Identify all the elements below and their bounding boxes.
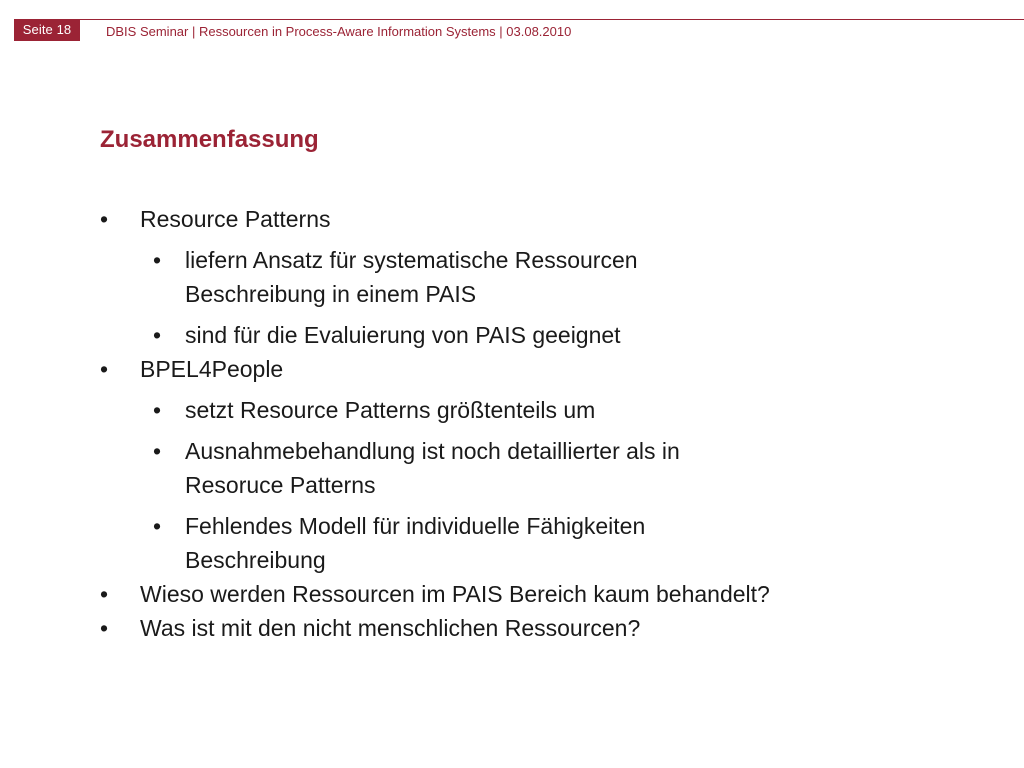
bullet-text: Wieso werden Ressourcen im PAIS Bereich kaum behandelt? (140, 581, 770, 607)
bullet-icon: • (100, 356, 109, 382)
sub-bullet-line: Beschreibung in einem PAIS (185, 281, 477, 307)
sub-bullet-line: liefern Ansatz für systematische Ressourcen (185, 247, 638, 273)
sub-bullet-item (140, 318, 980, 352)
sub-bullet-line: setzt Resource Patterns größtenteils um (185, 397, 596, 423)
header-title: DBIS Seminar | Ressourcen in Process-Aware Information Systems | 03.08.2010 (106, 24, 572, 39)
sub-bullet-item (140, 393, 980, 427)
bullet-icon: • (153, 322, 162, 348)
bullet-icon: • (153, 247, 162, 273)
sub-bullet-line: sind für die Evaluierung von PAIS geeignet (185, 322, 621, 348)
bullet-icon: • (100, 206, 109, 232)
bullet-icon: • (153, 397, 162, 423)
bullet-item-bpel4people (100, 352, 980, 386)
header-divider (14, 19, 1024, 20)
sub-bullet-line: Beschreibung (185, 547, 326, 573)
bullet-icon: • (100, 581, 109, 607)
bullet-text: Resource Patterns (140, 206, 331, 232)
sub-bullet-item (140, 243, 980, 311)
bullet-item-question-non-human (100, 611, 980, 645)
bullet-item-question-pais (100, 577, 980, 611)
sub-bullet-item (140, 434, 980, 502)
page-number-badge: Seite 18 (14, 19, 80, 41)
slide-title: Zusammenfassung (100, 126, 319, 153)
bullet-text: Was ist mit den nicht menschlichen Ressourcen? (140, 615, 641, 641)
bullet-icon: • (153, 513, 162, 539)
sub-bullet-line: Ausnahmebehandlung ist noch detaillierter als in (185, 438, 680, 464)
bullet-icon: • (153, 438, 162, 464)
sub-bullet-line: Fehlendes Modell für individuelle Fähigkeiten (185, 513, 646, 539)
sub-bullet-item (140, 509, 980, 577)
bullet-list (100, 202, 980, 645)
bullet-icon: • (100, 615, 109, 641)
sub-bullet-line: Resoruce Patterns (185, 472, 376, 498)
bullet-text: BPEL4People (140, 356, 284, 382)
bullet-item-resource-patterns (100, 202, 980, 236)
